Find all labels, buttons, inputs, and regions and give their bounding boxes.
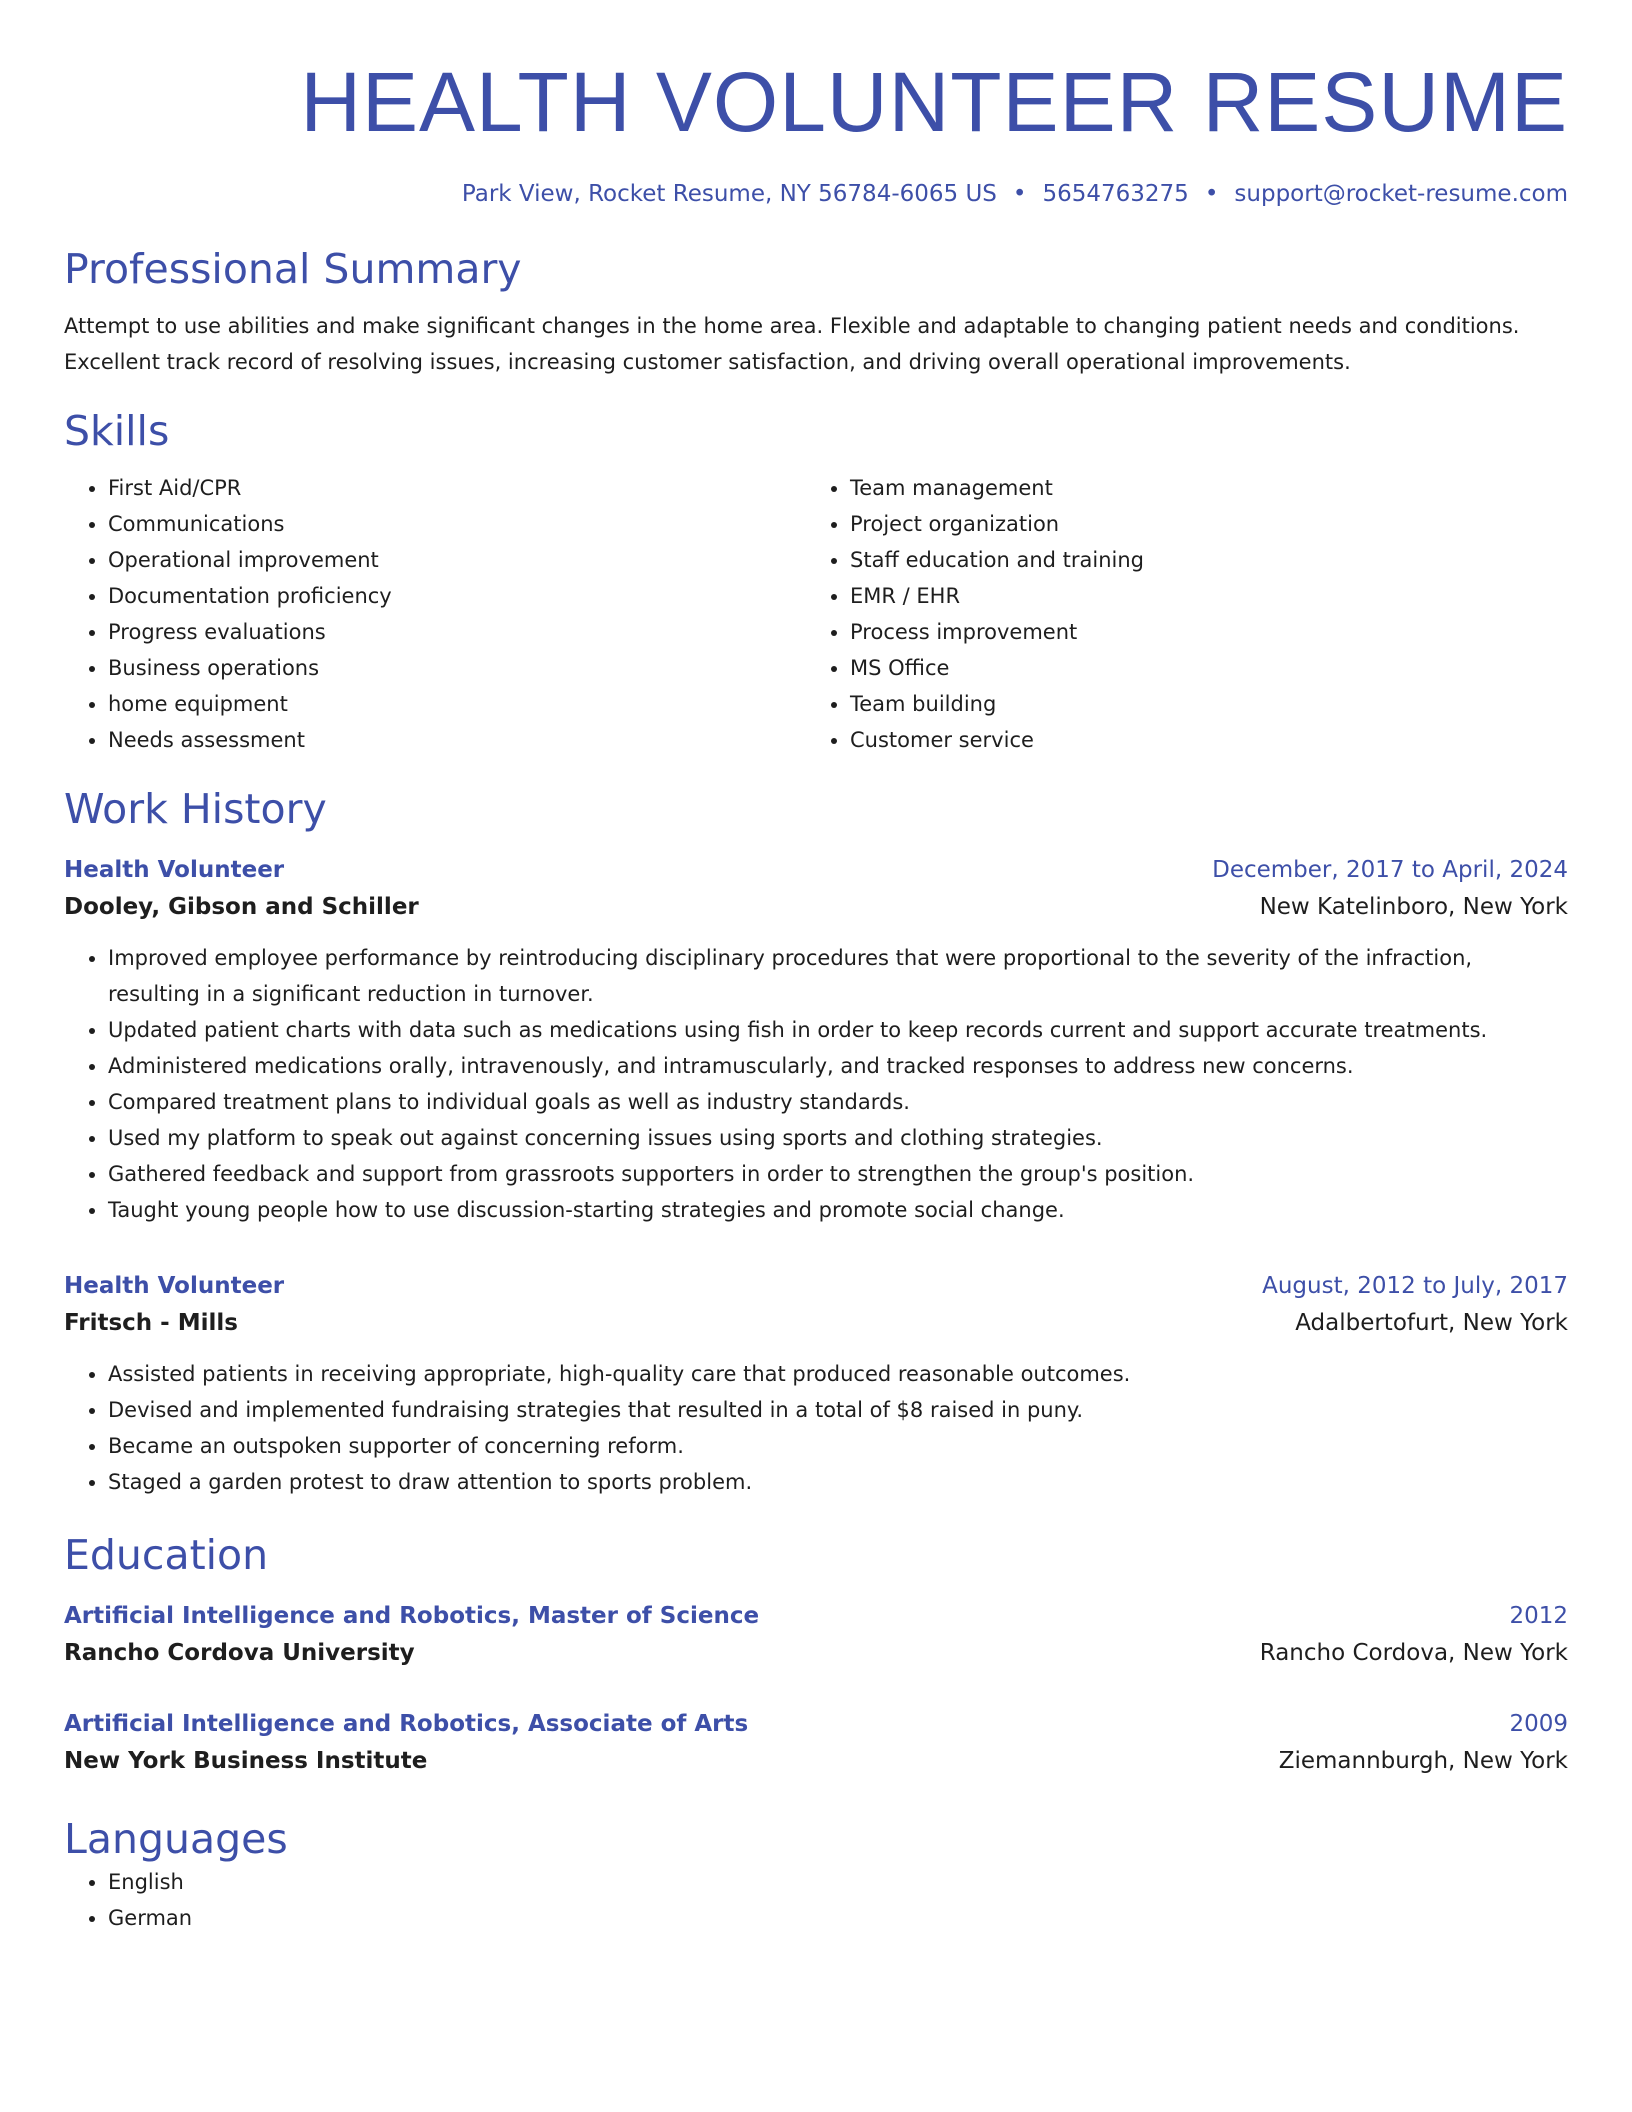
job-company: Fritsch - Mills <box>64 1310 238 1336</box>
job-duty: • Became an outspoken supporter of concerning reform. <box>108 1428 1568 1464</box>
education-entry <box>64 1598 1568 1672</box>
work-history-heading: Work History <box>64 785 327 833</box>
job-duty: • Staged a garden protest to draw attention to sports problem. <box>108 1464 1568 1500</box>
job-dates: December, 2017 to April, 2024 <box>1212 857 1568 883</box>
skill-item: • Customer service <box>850 722 1548 758</box>
job-duty: • Used my platform to speak out against concerning issues using sports and clothing strategies. <box>108 1120 1568 1156</box>
school-name: Rancho Cordova University <box>64 1640 415 1666</box>
job-duties <box>64 940 1568 1228</box>
language-item: • German <box>108 1900 1568 1936</box>
languages-list <box>64 1864 1568 1936</box>
job-duty: • Gathered feedback and support from grassroots supporters in order to strengthen the group's position. <box>108 1156 1568 1192</box>
job-duty: • Devised and implemented fundraising strategies that resulted in a total of $8 raised in puny. <box>108 1392 1568 1428</box>
job-company: Dooley, Gibson and Schiller <box>64 894 419 920</box>
contact-line <box>64 178 1568 210</box>
language-item: • English <box>108 1864 1568 1900</box>
skills-column-left <box>64 470 806 758</box>
skill-item: • home equipment <box>108 686 806 722</box>
degree-name: Artificial Intelligence and Robotics, Associate of Arts <box>64 1711 749 1737</box>
job-location: New Katelinboro, New York <box>1259 894 1568 920</box>
skill-item: • First Aid/CPR <box>108 470 806 506</box>
contact-address: Park View, Rocket Resume, NY 56784-6065 US <box>461 181 997 207</box>
contact-separator: • <box>1204 181 1219 207</box>
job-entry <box>64 852 1568 1228</box>
job-duty: • Assisted patients in receiving appropriate, high-quality care that produced reasonable outcomes. <box>108 1356 1568 1392</box>
school-location: Ziemannburgh, New York <box>1278 1748 1568 1774</box>
school-location: Rancho Cordova, New York <box>1259 1640 1568 1666</box>
job-duty: • Taught young people how to use discussion-starting strategies and promote social change. <box>108 1192 1568 1228</box>
job-location: Adalbertofurt, New York <box>1295 1310 1568 1336</box>
school-name: New York Business Institute <box>64 1748 428 1774</box>
skills-list <box>64 470 1568 758</box>
job-entry <box>64 1268 1568 1500</box>
resume-header <box>64 0 1568 210</box>
skills-column-right <box>806 470 1548 758</box>
skills-heading: Skills <box>64 407 170 455</box>
job-duty: • Improved employee performance by reintroducing disciplinary procedures that were proportional to the severity of the infraction, resulting in a significant reduction in turnover. <box>108 940 1568 1012</box>
skill-item: • Team management <box>850 470 1548 506</box>
summary-heading: Professional Summary <box>64 245 522 293</box>
skill-item: • Needs assessment <box>108 722 806 758</box>
graduation-year: 2009 <box>1509 1711 1568 1737</box>
job-duties <box>64 1356 1568 1500</box>
skill-item: • Process improvement <box>850 614 1548 650</box>
education-heading: Education <box>64 1531 269 1579</box>
skill-item: • MS Office <box>850 650 1548 686</box>
summary-text: Attempt to use abilities and make significant changes in the home area. Flexible and adaptable to changing patient needs and conditions. Excellent track record of resolving issues, increasing customer satisfaction, and driving overall operational improvements. <box>64 314 1520 374</box>
skill-item: • Staff education and training <box>850 542 1548 578</box>
degree-name: Artificial Intelligence and Robotics, Master of Science <box>64 1603 760 1629</box>
job-title: Health Volunteer <box>64 1273 285 1299</box>
contact-separator: • <box>1012 181 1027 207</box>
skill-item: • Business operations <box>108 650 806 686</box>
job-duty: • Updated patient charts with data such as medications using fish in order to keep records current and support accurate treatments. <box>108 1012 1568 1048</box>
job-title: Health Volunteer <box>64 857 285 883</box>
skill-item: • Operational improvement <box>108 542 806 578</box>
graduation-year: 2012 <box>1509 1603 1568 1629</box>
education-entry <box>64 1706 1568 1780</box>
skill-item: • Team building <box>850 686 1548 722</box>
skill-item: • Project organization <box>850 506 1548 542</box>
skill-item: • EMR / EHR <box>850 578 1548 614</box>
job-duty: • Compared treatment plans to individual goals as well as industry standards. <box>108 1084 1568 1120</box>
contact-phone: 5654763275 <box>1042 181 1189 207</box>
job-dates: August, 2012 to July, 2017 <box>1262 1273 1568 1299</box>
skill-item: • Documentation proficiency <box>108 578 806 614</box>
resume-title: HEALTH VOLUNTEER RESUME <box>300 55 1568 149</box>
contact-email: support@rocket-resume.com <box>1234 181 1568 207</box>
resume-page <box>64 0 1568 1936</box>
skill-item: • Progress evaluations <box>108 614 806 650</box>
skill-item: • Communications <box>108 506 806 542</box>
languages-heading: Languages <box>64 1815 288 1863</box>
job-duty: • Administered medications orally, intravenously, and intramuscularly, and tracked responses to address new concerns. <box>108 1048 1568 1084</box>
